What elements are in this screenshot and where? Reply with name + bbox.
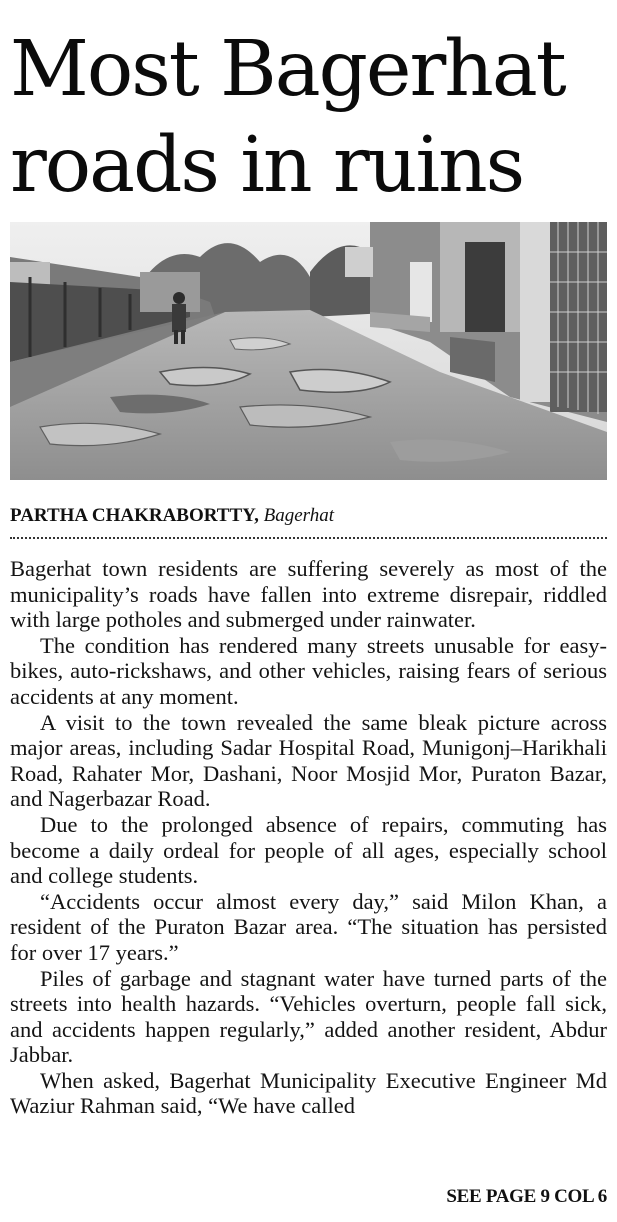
headline-line-2: roads in ruins xyxy=(10,121,524,210)
byline-divider xyxy=(10,537,607,539)
article-paragraph: Due to the prolonged absence of repairs, commuting has become a daily ordeal for people of all ages, especially school and college students. xyxy=(10,811,607,889)
article-paragraph: The condition has rendered many streets unusable for easy-bikes, auto-rickshaws, and other vehicles, raising fears of serious accidents at any moment. xyxy=(10,632,607,709)
article-paragraph: Bagerhat town residents are suffering severely as most of the municipality’s roads have fallen into extreme disrepair, riddled with large potholes and submerged under rainwater. xyxy=(10,556,607,633)
headline-line-1: Most Bagerhat xyxy=(10,25,565,114)
byline-location: Bagerhat xyxy=(263,505,334,526)
byline-author: PARTHA CHAKRABORTTY, xyxy=(10,505,259,526)
article-paragraph: “Accidents occur almost every day,” said Milon Khan, a resident of the Puraton Bazar area. “The situation has persisted for over 17 years.” xyxy=(10,888,607,965)
article-paragraph: Piles of garbage and stagnant water have turned parts of the streets into health hazards. “Vehicles overturn, people fall sick, and accidents happen regularly,” added another resident, Abdur Jabbar. xyxy=(10,965,607,1068)
article-body xyxy=(10,556,607,1119)
headline xyxy=(10,22,610,214)
road-photo-image xyxy=(10,222,607,480)
article-paragraph: When asked, Bagerhat Municipality Executive Engineer Md Waziur Rahman said, “We have called xyxy=(10,1067,607,1119)
article-paragraph: A visit to the town revealed the same bleak picture across major areas, including Sadar Hospital Road, Munigonj–Harikhali Road, Rahater Mor, Dashani, Noor Mosjid Mor, Puraton Bazar, and Nagerbazar Road. xyxy=(10,709,607,812)
road-photo xyxy=(10,222,607,480)
byline xyxy=(10,504,610,528)
continuation-jump-line: SEE PAGE 9 COL 6 xyxy=(446,1186,607,1207)
